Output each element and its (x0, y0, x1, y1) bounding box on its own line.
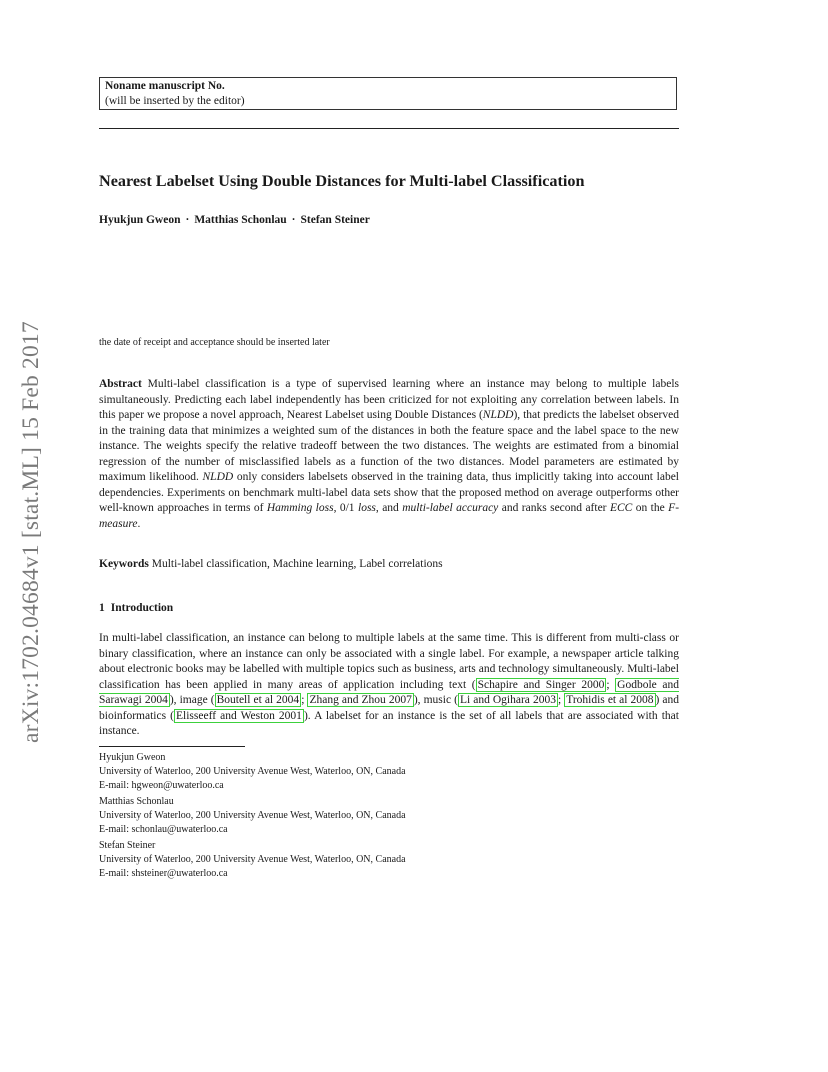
abstract-text: only considers labelsets observed in the training data, thus implicitly taking into account label dependencies. Experiments on benchmark multi-label data sets show that the proposed method on average outperforms other well-known approaches in terms of (99, 471, 679, 514)
keywords (99, 557, 679, 573)
manuscript-note: (will be inserted by the editor) (105, 95, 245, 107)
citation-link[interactable]: Elisseeff and Weston 2001 (176, 709, 302, 722)
arxiv-identifier: arXiv:1702.04684v1 [stat.ML] 15 Feb 2017 (18, 321, 44, 743)
intro-text: ) and bioinformatics ( (99, 694, 680, 722)
paper-title: Nearest Labelset Using Double Distances for Multi-label Classification (99, 172, 585, 190)
citation-link[interactable]: Boutell et al 2004 (216, 694, 300, 706)
abstract-text: and ranks second after (498, 502, 610, 514)
manuscript-box (99, 77, 677, 110)
citation-link[interactable]: Zhang and Zhou 2007 (309, 694, 412, 706)
section-heading (99, 602, 173, 614)
abstract (99, 377, 679, 532)
metric-name: F-measure (99, 502, 680, 530)
keywords-label: Keywords (99, 558, 149, 570)
abstract-text: , 0/1 (333, 502, 358, 514)
received-note: the date of receipt and acceptance should be inserted later (99, 337, 330, 348)
intro-paragraph (99, 631, 679, 740)
author-name: Stefan Steiner (300, 214, 370, 226)
footnote-name: Stefan Steiner (99, 840, 156, 851)
citation-link[interactable]: Li and Ogihara 2003 (459, 694, 556, 706)
intro-text: ). A labelset for an instance is the set of all labels that are associated with that instance. (99, 709, 679, 737)
author-footnote (99, 839, 659, 881)
author-footnote (99, 795, 659, 837)
intro-text: ; (606, 678, 616, 691)
abstract-text: . (137, 517, 141, 530)
abstract-text: on the (632, 502, 669, 514)
intro-text: ; (301, 694, 308, 706)
manuscript-number: Noname manuscript No. (105, 80, 225, 92)
author-name: Matthias Schonlau (194, 214, 287, 226)
footnote-rule (99, 746, 245, 747)
citation-link[interactable]: Godbole and Sarawagi 2004 (99, 678, 679, 706)
footnote-name: Hyukjun Gweon (99, 752, 166, 763)
author-separator: · (185, 214, 190, 226)
author-footnote (99, 751, 659, 793)
footnote-name: Matthias Schonlau (99, 796, 174, 807)
method-name: NLDD (202, 471, 234, 483)
metric-name: Hamming loss (266, 502, 334, 514)
intro-text: ), image ( (169, 694, 215, 706)
keywords-text: Multi-label classification, Machine learning, Label correlations (148, 558, 443, 570)
author-list (99, 214, 370, 226)
intro-text: In multi-label classification, an instance can belong to multiple labels at the same time. This is different from multi-class or binary classification, where an instance can only be associated with a single label. For example, a newspaper article talking about electronic books may be labelled with multiple topics such as business, arts and technology simultaneously. Multi-label classification has been applied in many areas of application including text ( (99, 632, 679, 691)
abstract-label: Abstract (99, 378, 142, 390)
abstract-text: Multi-label classification is a type of supervised learning where an instance may belong to multiple labels simultaneously. Predicting each label independently has been criticized for not exploiting any correlation between labels. In this paper we propose a novel approach, Nearest Labelset using Double Distances ( (99, 378, 679, 421)
footnote-affiliation: University of Waterloo, 200 University Avenue West, Waterloo, ON, Canada (99, 766, 406, 777)
footnote-email: E-mail: hgweon@uwaterloo.ca (99, 780, 224, 791)
metric-name: loss (358, 502, 376, 514)
method-name: NLDD (482, 409, 514, 421)
footnote-affiliation: University of Waterloo, 200 University Avenue West, Waterloo, ON, Canada (99, 854, 406, 865)
intro-text: ), music ( (413, 694, 458, 706)
method-name: ECC (609, 502, 633, 514)
citation-link[interactable]: Schapire and Singer 2000 (477, 678, 605, 691)
author-name: Hyukjun Gweon (99, 214, 181, 226)
footnote-email: E-mail: schonlau@uwaterloo.ca (99, 824, 228, 835)
footnote-affiliation: University of Waterloo, 200 University Avenue West, Waterloo, ON, Canada (99, 810, 406, 821)
abstract-text: ), that predicts the labelset observed in the training data that minimizes a weighted sum of the distances in both the feature space and the label space to the new instance. The weights specify the relative tradeoff between the two distances. The weights are estimated from a binomial regression of the number of misclassified labels as a function of the two distances. Model parameters are estimated by maximum likelihood. (99, 409, 679, 483)
citation-link[interactable]: Trohidis et al 2008 (566, 694, 654, 706)
abstract-text: , and (375, 502, 403, 514)
section-number: 1 (99, 602, 105, 614)
intro-text: ; (557, 694, 565, 706)
author-separator: · (291, 214, 296, 226)
section-title: Introduction (110, 602, 174, 614)
header-rule (99, 128, 679, 129)
metric-name: multi-label accuracy (402, 502, 499, 514)
footnote-email: E-mail: shsteiner@uwaterloo.ca (99, 868, 228, 879)
